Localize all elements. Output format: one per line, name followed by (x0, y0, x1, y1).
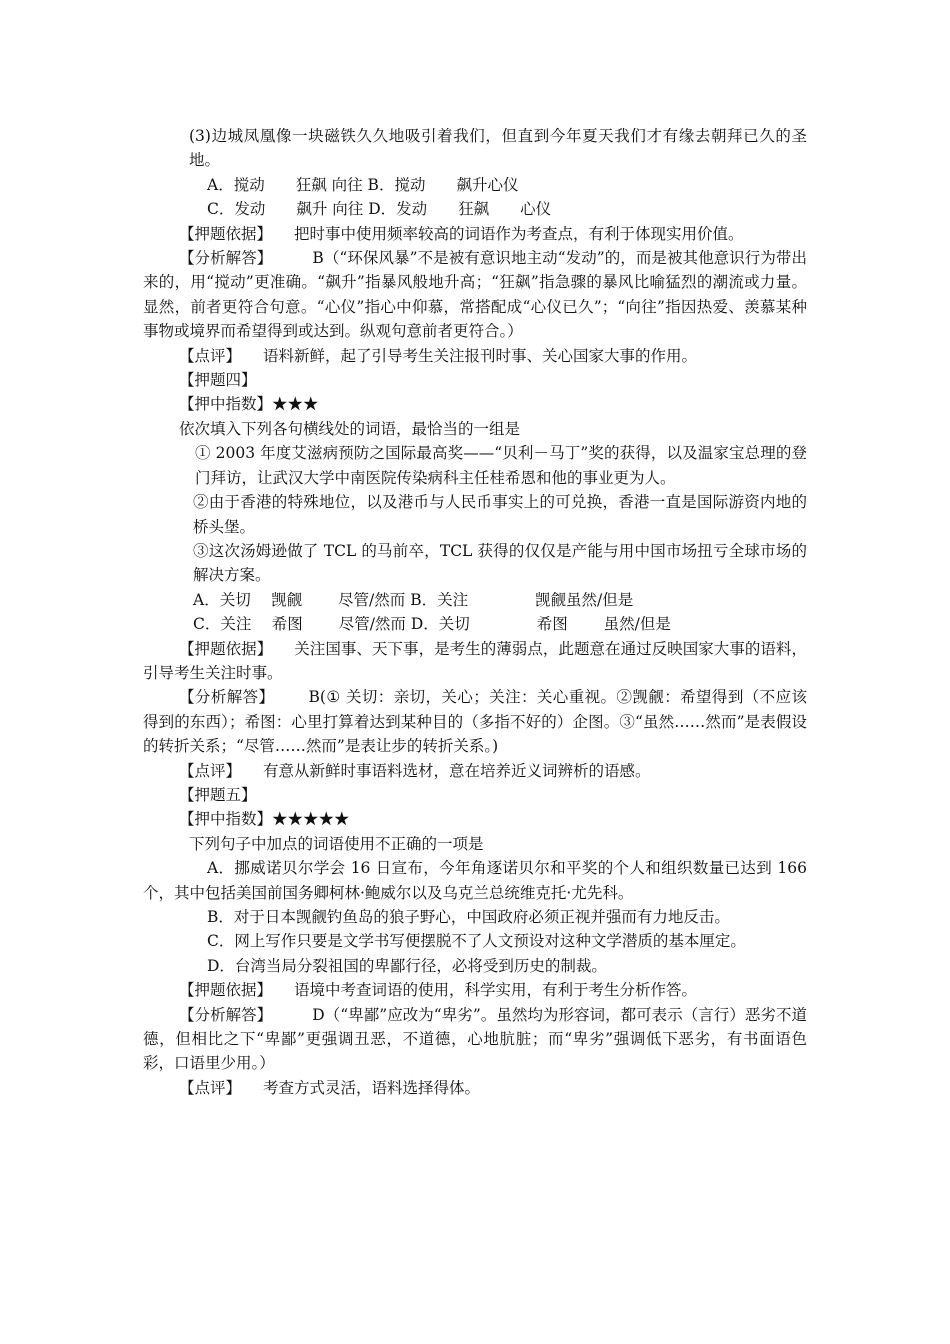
comment-tag: 【点评】 (179, 1078, 242, 1097)
basis-text: 把时事中使用频率较高的词语作为考查点，有利于体现实用价值。 (294, 224, 744, 243)
analysis-tag: 【分析解答】 (179, 1005, 273, 1024)
comment-tag: 【点评】 (179, 346, 242, 365)
q3-options-ab: A．搅动 狂飙 向往 B．搅动 飙升心仪 (207, 175, 519, 194)
comment-text: 有意从新鲜时事语料选材，意在培养近义词辨析的语感。 (263, 761, 651, 780)
document-page (143, 124, 807, 1100)
q4-options-cd: C．关注 希图 尽管/然而 D．关切 希图 虽然/但是 (193, 615, 671, 634)
q4-prompt: 依次填入下列各句横线处的词语，最恰当的一组是 (179, 419, 521, 438)
q3-analysis (143, 246, 807, 344)
analysis-text: D（“卑鄙”应改为“卑劣”。虽然均为形容词，都可表示（言行）恶劣不道德，但相比之下“卑鄙”更强调丑恶，不道德，心地肮脏；而“卑劣”强调低下恶劣，有书面语色彩，口语里少用。） (143, 1005, 807, 1073)
q4-options-ab: A．关切 觊觎 尽管/然而 B．关注 觊觎虽然/但是 (193, 590, 634, 609)
q4-analysis (143, 685, 807, 758)
q5-option-c: C．网上写作只要是文学书写便摆脱不了人文预设对这种文学潜质的基本厘定。 (207, 932, 746, 951)
analysis-tag: 【分析解答】 (179, 688, 275, 707)
q3-options-cd: C．发动 飙升 向往 D．发动 狂飙 心仪 (207, 200, 552, 219)
basis-tag: 【押题依据】 (179, 981, 273, 1000)
q5-option-d: D．台湾当局分裂祖国的卑鄙行径，必将受到历史的制裁。 (207, 956, 607, 975)
analysis-text: B（“环保风暴”不是被有意识地主动“发动”的，而是被其他意识行为带出来的，用“搅动”更准确。“飙升”指暴风般地升高；“狂飙”指急骤的暴风比喻猛烈的潮流或力量。显然，前者更符合句意。“心仪”指心中仰慕，常搭配成“心仪已久”；“向往”指因热爱、羡慕某种事物或境界而希望得到或达到。纵观句意前者更符合。） (143, 249, 807, 341)
comment-tag: 【点评】 (179, 761, 242, 780)
q3-basis (143, 222, 807, 246)
q5-analysis (143, 1003, 807, 1076)
q4-sentence-2: ②由于香港的特殊地位，以及港币与人民币事实上的可兑换，香港一直是国际游资内地的桥头堡。 (193, 493, 807, 536)
q3-stem: (3)边城凤凰像一块磁铁久久地吸引着我们，但直到今年夏天我们才有缘去朝拜已久的圣地。 (189, 127, 807, 170)
basis-text: 语境中考查词语的使用，科学实用，有利于考生分析作答。 (294, 981, 698, 1000)
comment-text: 语料新鲜，起了引导考生关注报刊时事、关心国家大事的作用。 (263, 346, 698, 365)
q4-index: 【押中指数】★★★ (179, 395, 319, 414)
q4-title: 【押题四】 (179, 371, 257, 390)
q5-index: 【押中指数】★★★★★ (179, 810, 350, 829)
q5-title: 【押题五】 (179, 785, 257, 804)
q3-comment (143, 344, 807, 368)
q5-prompt: 下列句子中加点的词语使用不正确的一项是 (189, 834, 484, 853)
comment-text: 考查方式灵活，语料选择得体。 (263, 1078, 481, 1097)
basis-tag: 【押题依据】 (179, 224, 273, 243)
q5-basis (143, 978, 807, 1002)
q4-sentence-1: ① 2003 年度艾滋病预防之国际最高奖——“贝利－马丁”奖的获得，以及温家宝总理的登门拜访，让武汉大学中南医院传染病科主任桂希恩和他的事业更为人。 (195, 444, 807, 487)
q4-comment (143, 759, 807, 783)
analysis-tag: 【分析解答】 (179, 249, 273, 268)
analysis-text: B(① 关切：亲切，关心；关注：关心重视。②觊觎：希望得到（不应该得到的东西）；希图：心里打算着达到某种目的（多指不好的）企图。③“虽然……然而”是表假设的转折关系；“尽管……然而”是表让步的转折关系。) (143, 688, 807, 756)
q5-comment (143, 1076, 807, 1100)
q5-option-b: B．对于日本觊觎钓鱼岛的狼子野心，中国政府必须正视并强而有力地反击。 (207, 908, 730, 926)
basis-tag: 【押题依据】 (179, 639, 273, 658)
q4-basis (143, 637, 807, 686)
q4-sentence-3: ③这次汤姆逊做了 TCL 的马前卒，TCL 获得的仅仅是产能与用中国市场扭亏全球市场的解决方案。 (193, 541, 807, 585)
q5-option-a: A．挪威诺贝尔学会 16 日宣布，今年角逐诺贝尔和平奖的个人和组织数量已达到 166 个，其中包括美国前国务卿柯林·鲍威尔以及乌克兰总统维克托·尤先科。 (143, 859, 807, 902)
basis-text: 关注国事、天下事，是考生的薄弱点，此题意在通过反映国家大事的语料，引导考生关注时事。 (143, 639, 807, 682)
